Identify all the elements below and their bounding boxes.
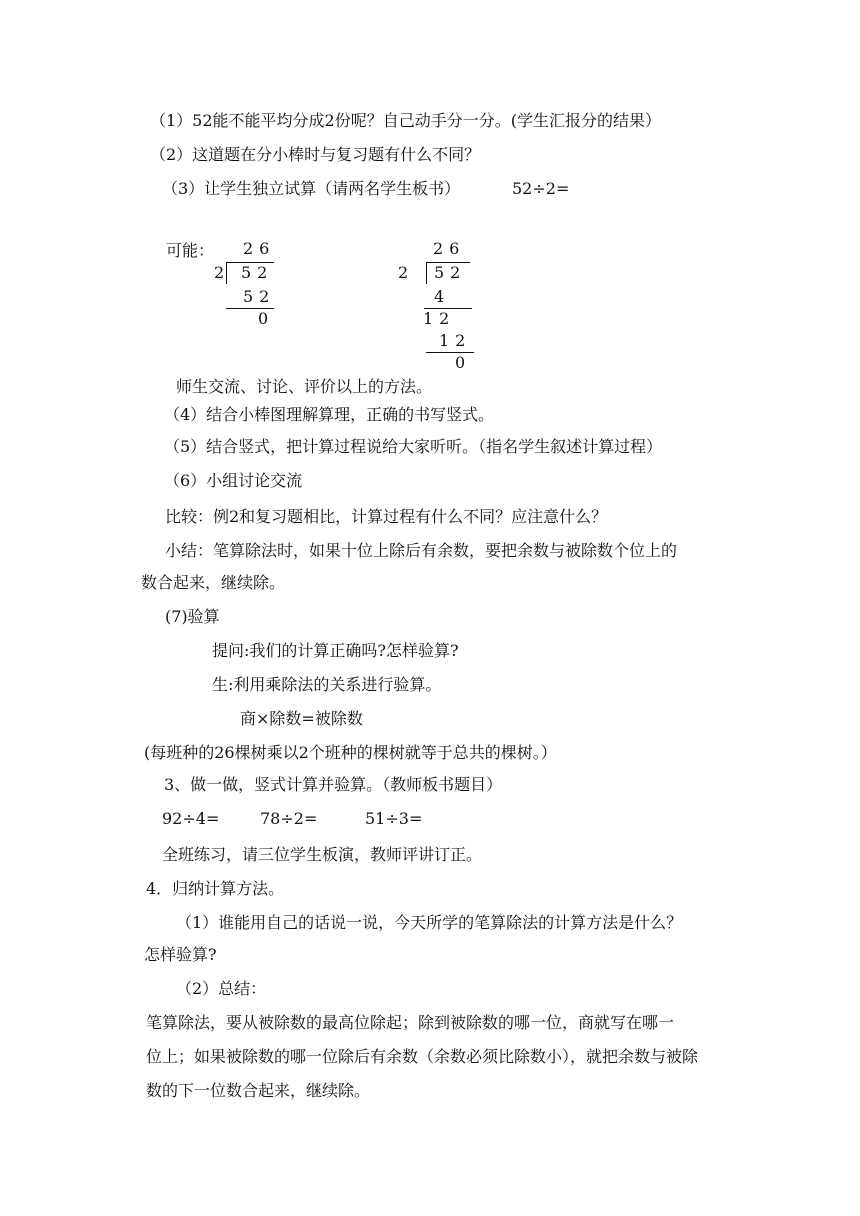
line-conclusion-2: 位上；如果被除数的哪一位除后有余数（余数必须比除数小），就把余数与被除 [146, 1047, 699, 1066]
line-conclusion-3: 数的下一位数合起来，继续除。 [146, 1081, 371, 1100]
exercise-1: 92÷4= [162, 809, 220, 828]
line-method-title: 4．归纳计算方法。 [146, 879, 285, 898]
division-b-step1: 4 [434, 287, 451, 306]
line-q1: （1）52能不能平均分成2份呢？自己动手分一分。(学生汇报分的结果） [150, 111, 661, 130]
line-method-q2: （2）总结： [176, 979, 267, 998]
division-b-divisor: 2 [398, 263, 415, 282]
line-q3: （3）让学生独立试算（请两名学生板书） [162, 179, 461, 198]
exercise-3: 51÷3= [365, 809, 423, 828]
division-a-product: 52 [243, 287, 276, 306]
division-b-remainder: 0 [455, 353, 472, 372]
line-discussion: 师生交流、讨论、评价以上的方法。 [176, 377, 433, 396]
line-explanation: (每班种的26棵树乘以2个班种的棵树就等于总共的棵树。） [144, 743, 557, 762]
division-a-remainder: 0 [258, 309, 275, 328]
division-label: 可能： [166, 241, 215, 260]
division-a-quotient: 26 [243, 239, 276, 258]
division-a-dividend: 52 [241, 263, 274, 282]
division-a-divisor: 2 [214, 263, 231, 282]
line-q7: (7)验算 [165, 607, 220, 626]
line-summary-2: 数合起来，继续除。 [141, 573, 286, 592]
line-q4: （4）结合小棒图理解算理，正确的书写竖式。 [164, 405, 495, 424]
line-compare: 比较：例2和复习题相比，计算过程有什么不同？应注意什么？ [165, 507, 608, 526]
exercise-2: 78÷2= [260, 809, 318, 828]
division-b-step2: 12 [439, 331, 472, 350]
line-exercise-title: 3、做一做，竖式计算并验算。（教师板书题目） [164, 775, 503, 794]
division-b-carry: 12 [423, 309, 456, 328]
line-question: 提问:我们的计算正确吗?怎样验算? [212, 641, 459, 660]
division-b-quotient: 26 [433, 239, 466, 258]
line-formula: 商×除数=被除数 [240, 709, 363, 728]
line-conclusion-1: 笔算除法，要从被除数的最高位除起；除到被除数的哪一位，商就写在哪一 [146, 1013, 675, 1032]
division-b-dividend: 52 [434, 263, 467, 282]
line-student: 生:利用乘除法的关系进行验算。 [212, 675, 442, 694]
line-q5: （5）结合竖式，把计算过程说给大家听听。（指名学生叙述计算过程） [164, 437, 663, 456]
line-practice: 全班练习，请三位学生板演，教师评讲订正。 [162, 845, 483, 864]
line-q3-expression: 52÷2= [512, 179, 570, 198]
line-summary-1: 小结：笔算除法时，如果十位上除后有余数，要把余数与被除数个位上的 [165, 541, 678, 560]
line-q6: （6）小组讨论交流 [164, 471, 303, 490]
division-b-bracket [426, 262, 427, 284]
line-method-q1b: 怎样验算? [144, 945, 217, 964]
line-q2: （2）这道题在分小棒时与复习题有什么不同？ [150, 145, 481, 164]
line-method-q1a: （1）谁能用自己的话说一说，今天所学的笔算除法的计算方法是什么？ [176, 913, 683, 932]
